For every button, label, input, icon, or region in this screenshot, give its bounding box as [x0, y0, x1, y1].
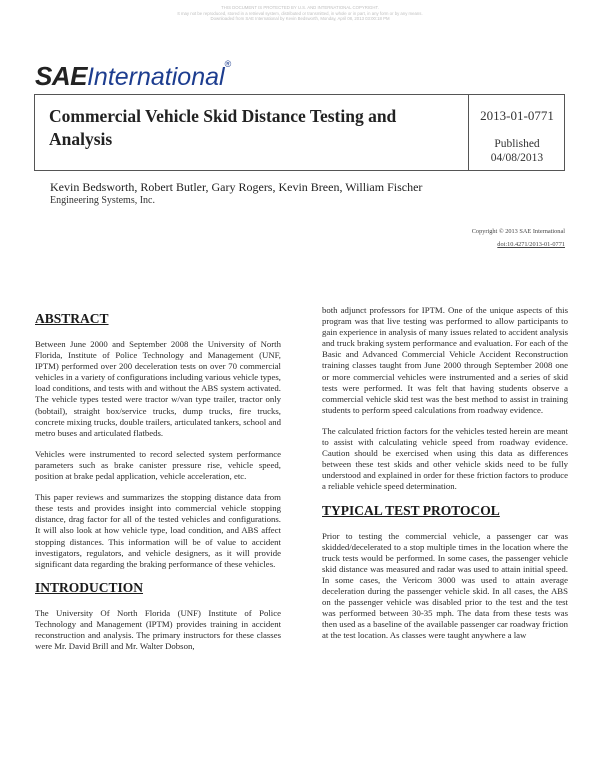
copyright-block	[472, 225, 565, 251]
introduction-paragraph: both adjunct professors for IPTM. One of the unique aspects of this program was that live testing was performed to allow participants to gain experience in analysis of many issues related to accident analysis and truck braking system performance and evaluation. For each of the Basic and Advanced Commercial Vehicle Accident Reconstruction training classes taught from June 2000 through September 2008 one or more commercial vehicles were instrumented and a series of skid tests were performed. It was felt that having students observe a commercial vehicle skid test was the best method to assist in training students to perform speed calculations from roadway evidence.	[322, 305, 568, 415]
affiliation: Engineering Systems, Inc.	[50, 195, 155, 206]
test-protocol-paragraph: Prior to testing the commercial vehicle, a passenger car was skidded/decelerated to a stop multiple times in the location where the truck tests would be performed. In some cases, the passenger vehicle skid distance was measured and radar was used to attain initial speed. In some cases, the Vericom 3000 was used to attain average deceleration during the passenger vehicle skid. In all cases, the ABS on the passenger vehicle was disabled prior to the test and the test was performed between 30-35 mph. The data from these tests was then used as a baseline of the available passenger car roadway friction at the test location. As classes were taught anywhere a law	[322, 530, 568, 641]
notice-line: Downloaded from SAE International by Kevin Bedsworth, Monday, April 08, 2013 03:00:18 PM	[210, 16, 390, 22]
introduction-paragraph: The calculated friction factors for the vehicles tested herein are meant to assist with calculating vehicle speed from roadway evidence. Caution should be exercised when using this data as differences between these test skids and other vehicle skids need to be fully understood and explained in order for these friction factors to produce a reliable vehicle speed determination.	[322, 425, 568, 492]
registered-mark: ®	[224, 59, 232, 69]
copyright-notice	[60, 5, 540, 22]
notice-line: It may not be reproduced, stored in a retrieval system, distributed or transmitted, in whole or in part, in any form or by any means.	[177, 10, 423, 16]
logo-international: International	[86, 63, 225, 91]
notice-line: THIS DOCUMENT IS PROTECTED BY U.S. AND INTERNATIONAL COPYRIGHT.	[221, 5, 379, 10]
copyright-text: Copyright © 2013 SAE International	[471, 228, 565, 235]
authors: Kevin Bedsworth, Robert Butler, Gary Rogers, Kevin Breen, William Fischer	[50, 180, 423, 194]
test-protocol-heading: TYPICAL TEST PROTOCOL	[322, 502, 500, 518]
paper-title: Commercial Vehicle Skid Distance Testing and Analysis	[49, 106, 397, 149]
published-date: 04/08/2013	[490, 152, 544, 164]
doi-link[interactable]: doi:10.4271/2013-01-0771	[497, 241, 565, 248]
abstract-heading: ABSTRACT	[35, 311, 109, 326]
sae-international-logo	[35, 61, 231, 92]
abstract-paragraph: Vehicles were instrumented to record selected system performance parameters such as brake canister pressure rise, vehicle speed, position at brake pedal application, vehicle acceleration, etc.	[35, 448, 281, 482]
introduction-paragraph: The University Of North Florida (UNF) Institute of Police Technology and Management (IPTM) provides training in accident reconstruction and analysis. The primary instructors for these classes were Mr. David Brill and Mr. Walter Dobson,	[35, 607, 281, 652]
logo-sae: SAE	[35, 61, 87, 91]
abstract-paragraph: This paper reviews and summarizes the stopping distance data from these tests and provides insight into commercial vehicle stopping distance, drag factor for all of the tested vehicles and configurations. It will also look at how vehicle type, load condition, and ABS affect stopping distances. This information will be of value to accident investigators, regulators, and vehicle designers, as it will provide significant data regarding the braking performance of these vehicles.	[35, 492, 281, 569]
published-label: Published	[494, 138, 540, 150]
paper-number: 2013-01-0771	[480, 108, 554, 123]
abstract-paragraph: Between June 2000 and September 2008 the University of North Florida, Institute of Police Technology and Management (UNF, IPTM) performed over 200 deceleration tests on over 70 commercial vehicles in a variety of configurations including various vehicle types, load conditions, and tests with and without the ABS system activated. The vehicle types tested were tractor w/van type trailer, tractor only (bobtail), straight box/service trucks, dump trucks, fire trucks, concrete mixing trucks, double trailers, articulated tankers, school and metro buses and articulated flatbeds.	[35, 339, 281, 438]
left-column	[35, 305, 281, 662]
paper-meta	[469, 95, 565, 165]
right-column	[322, 305, 568, 651]
title-box	[34, 94, 565, 171]
introduction-heading: INTRODUCTION	[35, 579, 144, 595]
